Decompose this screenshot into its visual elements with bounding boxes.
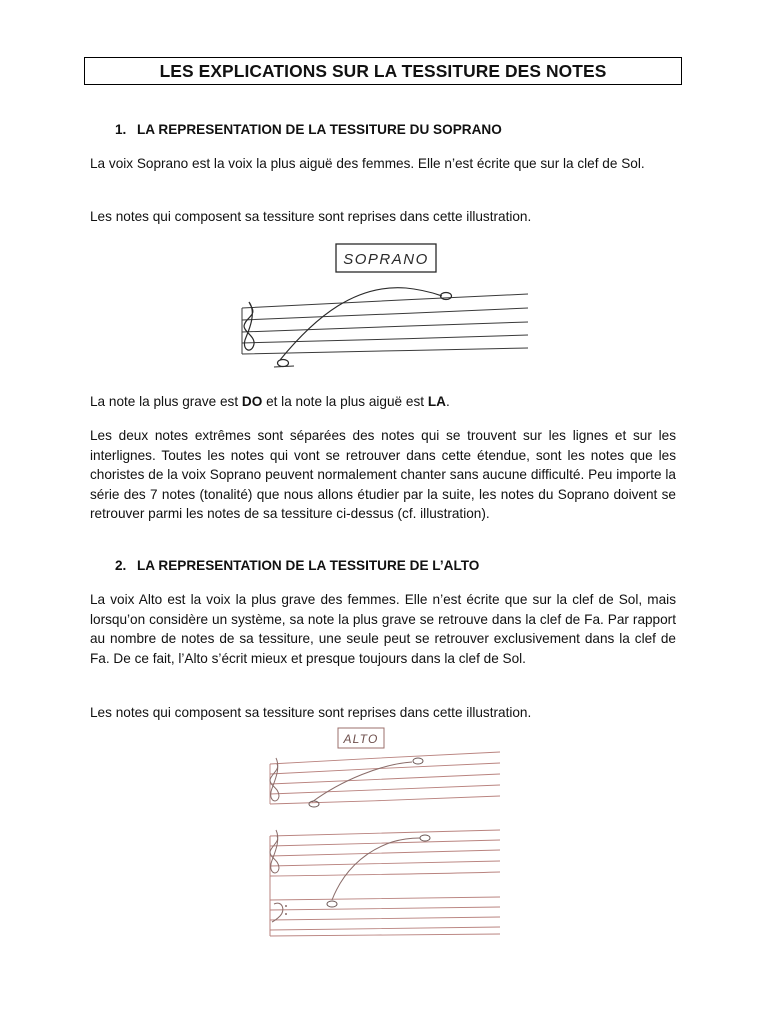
alto-staff-bass (270, 897, 500, 936)
text-fragment: La note la plus grave est (90, 394, 242, 409)
text-fragment: et la note la plus aiguë est (262, 394, 428, 409)
soprano-paragraph-3 (90, 392, 676, 412)
soprano-high-note-la (441, 293, 452, 300)
bass-clef-icon (272, 903, 283, 922)
section-heading-text: LA REPRESENTATION DE LA TESSITURE DU SOPRANO (137, 122, 502, 137)
alto-tessiture-illustration (262, 724, 506, 938)
soprano-label: SOPRANO (343, 251, 429, 268)
text-fragment: . (445, 394, 450, 409)
alto-staff-treble (270, 830, 500, 876)
treble-clef-icon (270, 830, 279, 873)
alto-paragraph-1: La voix Alto est la voix la plus grave des femmes. Elle n’est écrite que sur la clef de Sol, mais lorsqu’on considère un système, sa note la plus grave se retrouve dans la clef de Fa. Par rapport au nombre de notes de sa tessiture, une seule peut se retrouver exclusivement dans la clef de Fa. De ce fait, l’Alto s’écrit mieux et presque toujours dans la clef de Sol. (90, 592, 676, 666)
section-number: 1. (115, 122, 127, 137)
alto-low-note (309, 801, 319, 807)
high-note-name: LA (427, 394, 446, 409)
section-number: 2. (115, 558, 127, 573)
section-heading-soprano (115, 122, 502, 137)
soprano-paragraph-2: Les notes qui composent sa tessiture sont reprises dans cette illustration. (90, 209, 532, 224)
alto-range-arc-2 (332, 838, 420, 900)
alto-low-note-fa-clef (327, 901, 337, 907)
alto-high-note (413, 758, 423, 764)
alto-staff-1 (270, 752, 500, 804)
section-heading-text: LA REPRESENTATION DE LA TESSITURE DE L’ALTO (137, 558, 480, 573)
low-note-name: DO (241, 394, 263, 409)
section-heading-alto (115, 558, 479, 573)
soprano-staff (242, 294, 528, 354)
treble-clef-icon (270, 758, 279, 801)
soprano-tessiture-illustration (236, 236, 532, 372)
ledger-line (274, 366, 294, 367)
alto-paragraph-2: Les notes qui composent sa tessiture sont reprises dans cette illustration. (90, 705, 532, 720)
bass-clef-dot (285, 913, 287, 915)
alto-label: ALTO (343, 732, 379, 746)
soprano-paragraph-1: La voix Soprano est la voix la plus aiguë des femmes. Elle n’est écrite que sur la clef de Sol. (90, 156, 645, 171)
bass-clef-dot (285, 905, 287, 907)
alto-high-note-sol-clef (420, 835, 430, 841)
soprano-paragraph-4: Les deux notes extrêmes sont séparées des notes qui se trouvent sur les lignes et sur les interlignes. Toutes les notes qui vont se retrouver dans cette étendue, sont les notes que les choristes de la voix Soprano peuvent normalement chanter sans aucune difficulté. Peu importe la série des 7 notes (tonalité) que nous allons étudier par la suite, les notes du Soprano doivent se retrouver parmi les notes de sa tessiture ci-dessus (cf. illustration). (90, 428, 676, 522)
soprano-low-note-do (278, 360, 289, 367)
soprano-range-arc (280, 288, 442, 360)
document-title: LES EXPLICATIONS SUR LA TESSITURE DES NOTES (84, 57, 682, 85)
